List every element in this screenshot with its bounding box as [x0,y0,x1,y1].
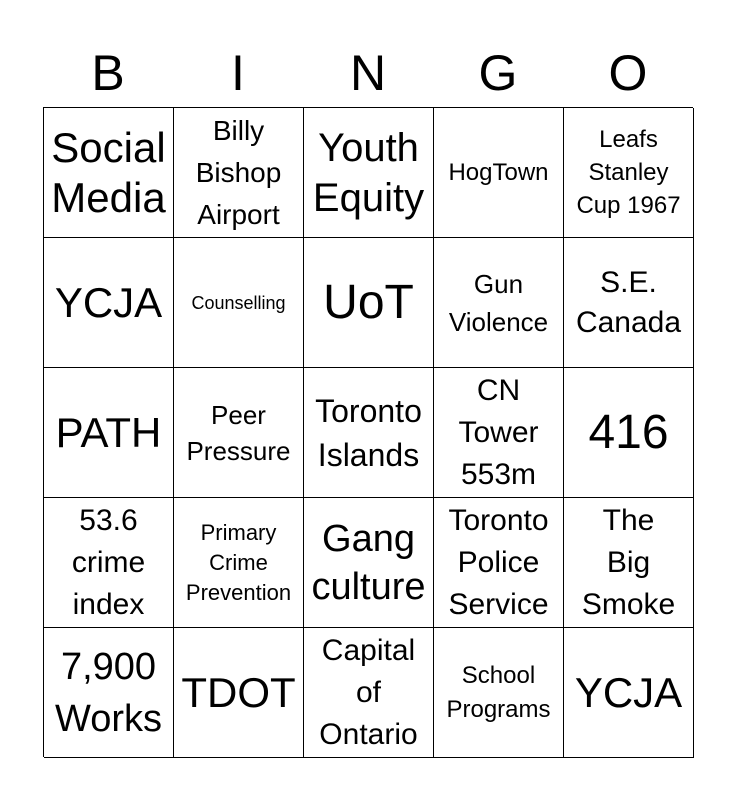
bingo-cell[interactable] [304,628,434,758]
cell-text: Capital of Ontario [319,633,418,751]
bingo-cell[interactable] [304,108,434,238]
bingo-cell[interactable] [434,628,564,758]
header-letter-i: I [231,45,245,101]
header-letter-g: G [478,45,518,101]
bingo-cell[interactable] [174,238,304,368]
cell-text: 416 [588,405,669,459]
bingo-cell[interactable] [44,628,174,758]
cell-text: Social Media [51,123,166,221]
bingo-cell[interactable] [44,108,174,238]
bingo-cell[interactable] [564,238,694,368]
cell-text: Peer Pressure [186,399,291,466]
bingo-cell[interactable] [434,498,564,628]
bingo-cell[interactable] [434,368,564,498]
cell-text: Toronto Police Service [448,503,549,621]
cell-text: School Programs [446,661,551,723]
bingo-cell[interactable] [174,628,304,758]
bingo-cell[interactable] [304,368,434,498]
bingo-cell[interactable] [304,238,434,368]
header-letter-n: N [349,45,387,101]
bingo-header [43,40,693,106]
cell-text: The Big Smoke [581,503,676,621]
cell-text: YCJA [54,278,163,326]
cell-text: CN Tower 553m [458,373,539,491]
cell-text: S.E. Canada [575,265,682,339]
cell-text: Toronto Islands [315,392,422,473]
bingo-cell[interactable] [564,498,694,628]
bingo-cell[interactable] [44,238,174,368]
bingo-cell[interactable] [434,108,564,238]
bingo-cell[interactable] [564,628,694,758]
cell-text: Counselling [191,292,286,313]
cell-text: Youth Equity [312,125,425,220]
cell-text: PATH [55,408,162,456]
cell-text: UoT [323,275,414,329]
bingo-cell[interactable] [44,498,174,628]
header-letter-o: O [608,45,648,101]
bingo-cell[interactable] [564,368,694,498]
cell-text: YCJA [574,668,683,716]
bingo-cell[interactable] [434,238,564,368]
bingo-cell[interactable] [174,368,304,498]
cell-text: 7,900 Works [55,645,162,740]
cell-text: Gun Violence [448,268,549,337]
bingo-cell[interactable] [564,108,694,238]
header-letter-b: B [91,45,125,101]
bingo-cell[interactable] [304,498,434,628]
cell-text: 53.6 crime index [71,503,146,621]
cell-text: HogTown [448,158,549,186]
bingo-grid [43,107,693,757]
bingo-cell[interactable] [44,368,174,498]
bingo-cell[interactable] [174,498,304,628]
cell-text: TDOT [181,668,296,716]
cell-text: Primary Crime Prevention [185,519,292,605]
cell-text: Billy Bishop Airport [195,114,282,230]
bingo-cell[interactable] [174,108,304,238]
cell-text: Leafs Stanley Cup 1967 [576,126,681,219]
cell-text: Gang culture [311,517,426,608]
